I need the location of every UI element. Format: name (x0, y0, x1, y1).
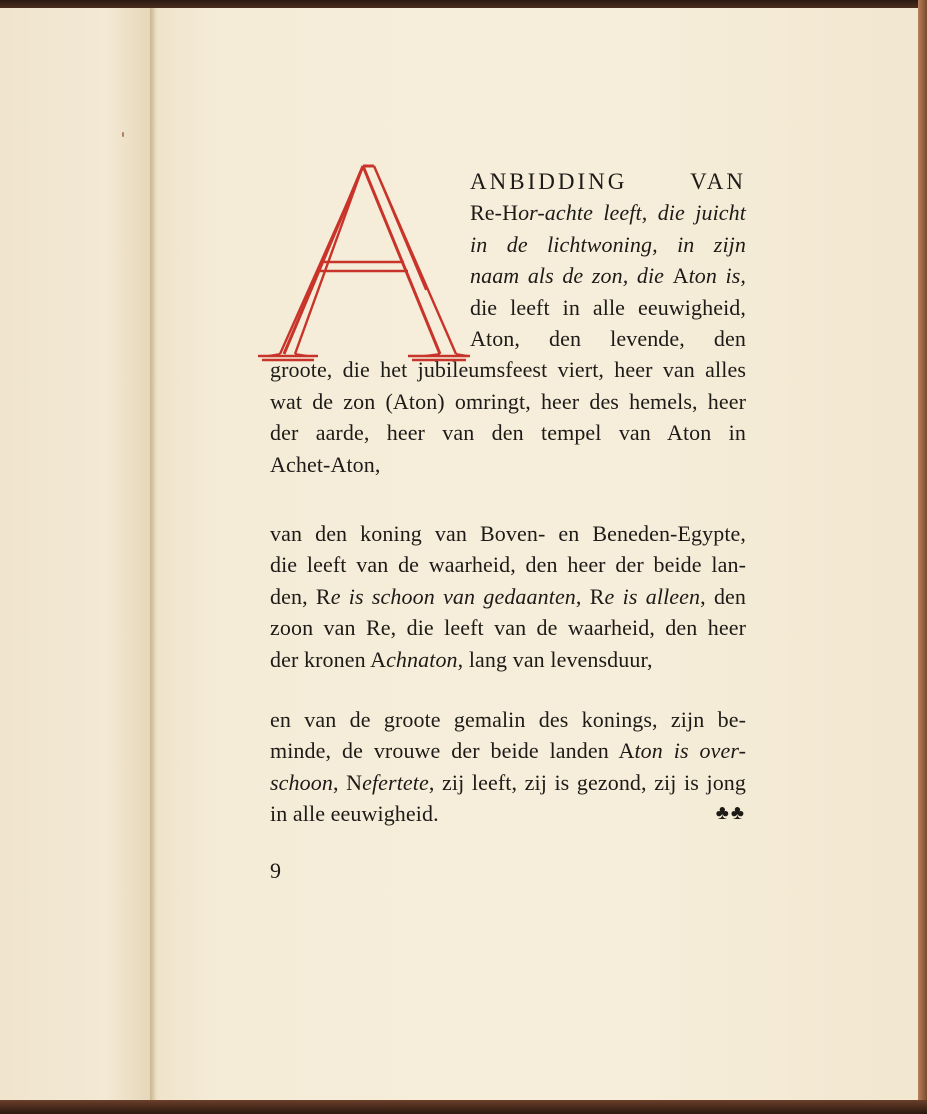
drop-cap-letter-inline: A (470, 169, 490, 194)
book-cover-bottom-edge (0, 1100, 927, 1114)
text-line: Aton, den levende, den (470, 325, 746, 351)
text-line: zoon van Re, die leeft van de waarheid, den heer (270, 615, 746, 641)
text-run: den, R (270, 583, 331, 609)
text-line (270, 767, 746, 798)
paragraph-1 (270, 166, 746, 480)
italic-run: e is schoon van gedaanten (330, 583, 576, 609)
italic-run: in de lichtwoning, in zijn (470, 231, 746, 257)
heading-text: NBIDDING VAN (489, 169, 746, 194)
text-line: van den koning van Boven- en Beneden-Egypte, (270, 521, 746, 546)
italic-run: ton is, (688, 263, 746, 289)
text-line (270, 229, 746, 260)
text-run: , den (700, 583, 747, 609)
heading-line (270, 166, 746, 197)
text-line (270, 735, 746, 766)
text-run: , R (575, 583, 605, 609)
text-line: die leeft van de waarheid, den heer der beide lan- (270, 552, 746, 578)
left-page (0, 8, 152, 1102)
text-line (270, 798, 746, 829)
text-run: , lang van levensduur, (457, 646, 653, 672)
text-line: en van de groote gemalin des konings, zijn be- (270, 707, 746, 732)
paragraph-2 (270, 518, 746, 675)
text-line (270, 197, 746, 228)
text-run: der kronen A (270, 646, 387, 672)
paper-speck (122, 132, 124, 137)
text-run: in alle eeuwigheid. (270, 801, 439, 827)
italic-run: efertete (362, 769, 429, 795)
italic-run: schoon (270, 769, 333, 795)
text-run: minde, de vrouwe der beide landen A (270, 738, 635, 764)
italic-run: e is alleen (604, 583, 701, 609)
text-line: groote, die het jubileumsfeest viert, heer van alles (270, 357, 746, 383)
text-line (270, 581, 746, 612)
italic-run: ton is over- (634, 738, 746, 764)
text-run: , N (332, 769, 363, 795)
text-run: A (672, 263, 689, 289)
page-number: 9 (270, 858, 281, 883)
paragraph-3 (270, 704, 746, 830)
text-line: der aarde, heer van den tempel van Aton in (270, 420, 746, 446)
book-cover-right-edge (918, 0, 927, 1114)
text-line (270, 644, 746, 675)
club-ornament-icon: ♣♣ (715, 802, 746, 825)
text-line: wat de zon (Aton) omringt, heer des hemels, heer (270, 388, 746, 414)
text-line: Achet-Aton, (270, 451, 381, 477)
italic-run: or-achte leeft, die juicht (518, 200, 746, 226)
italic-run: naam als de zon, die (470, 263, 673, 289)
italic-run: chnaton (386, 646, 458, 672)
text-line (270, 260, 746, 291)
text-run: Re-H (470, 200, 519, 226)
text-run: , zij leeft, zij is gezond, zij is jong (428, 769, 746, 795)
text-line: die leeft in alle eeuwigheid, (470, 294, 746, 320)
